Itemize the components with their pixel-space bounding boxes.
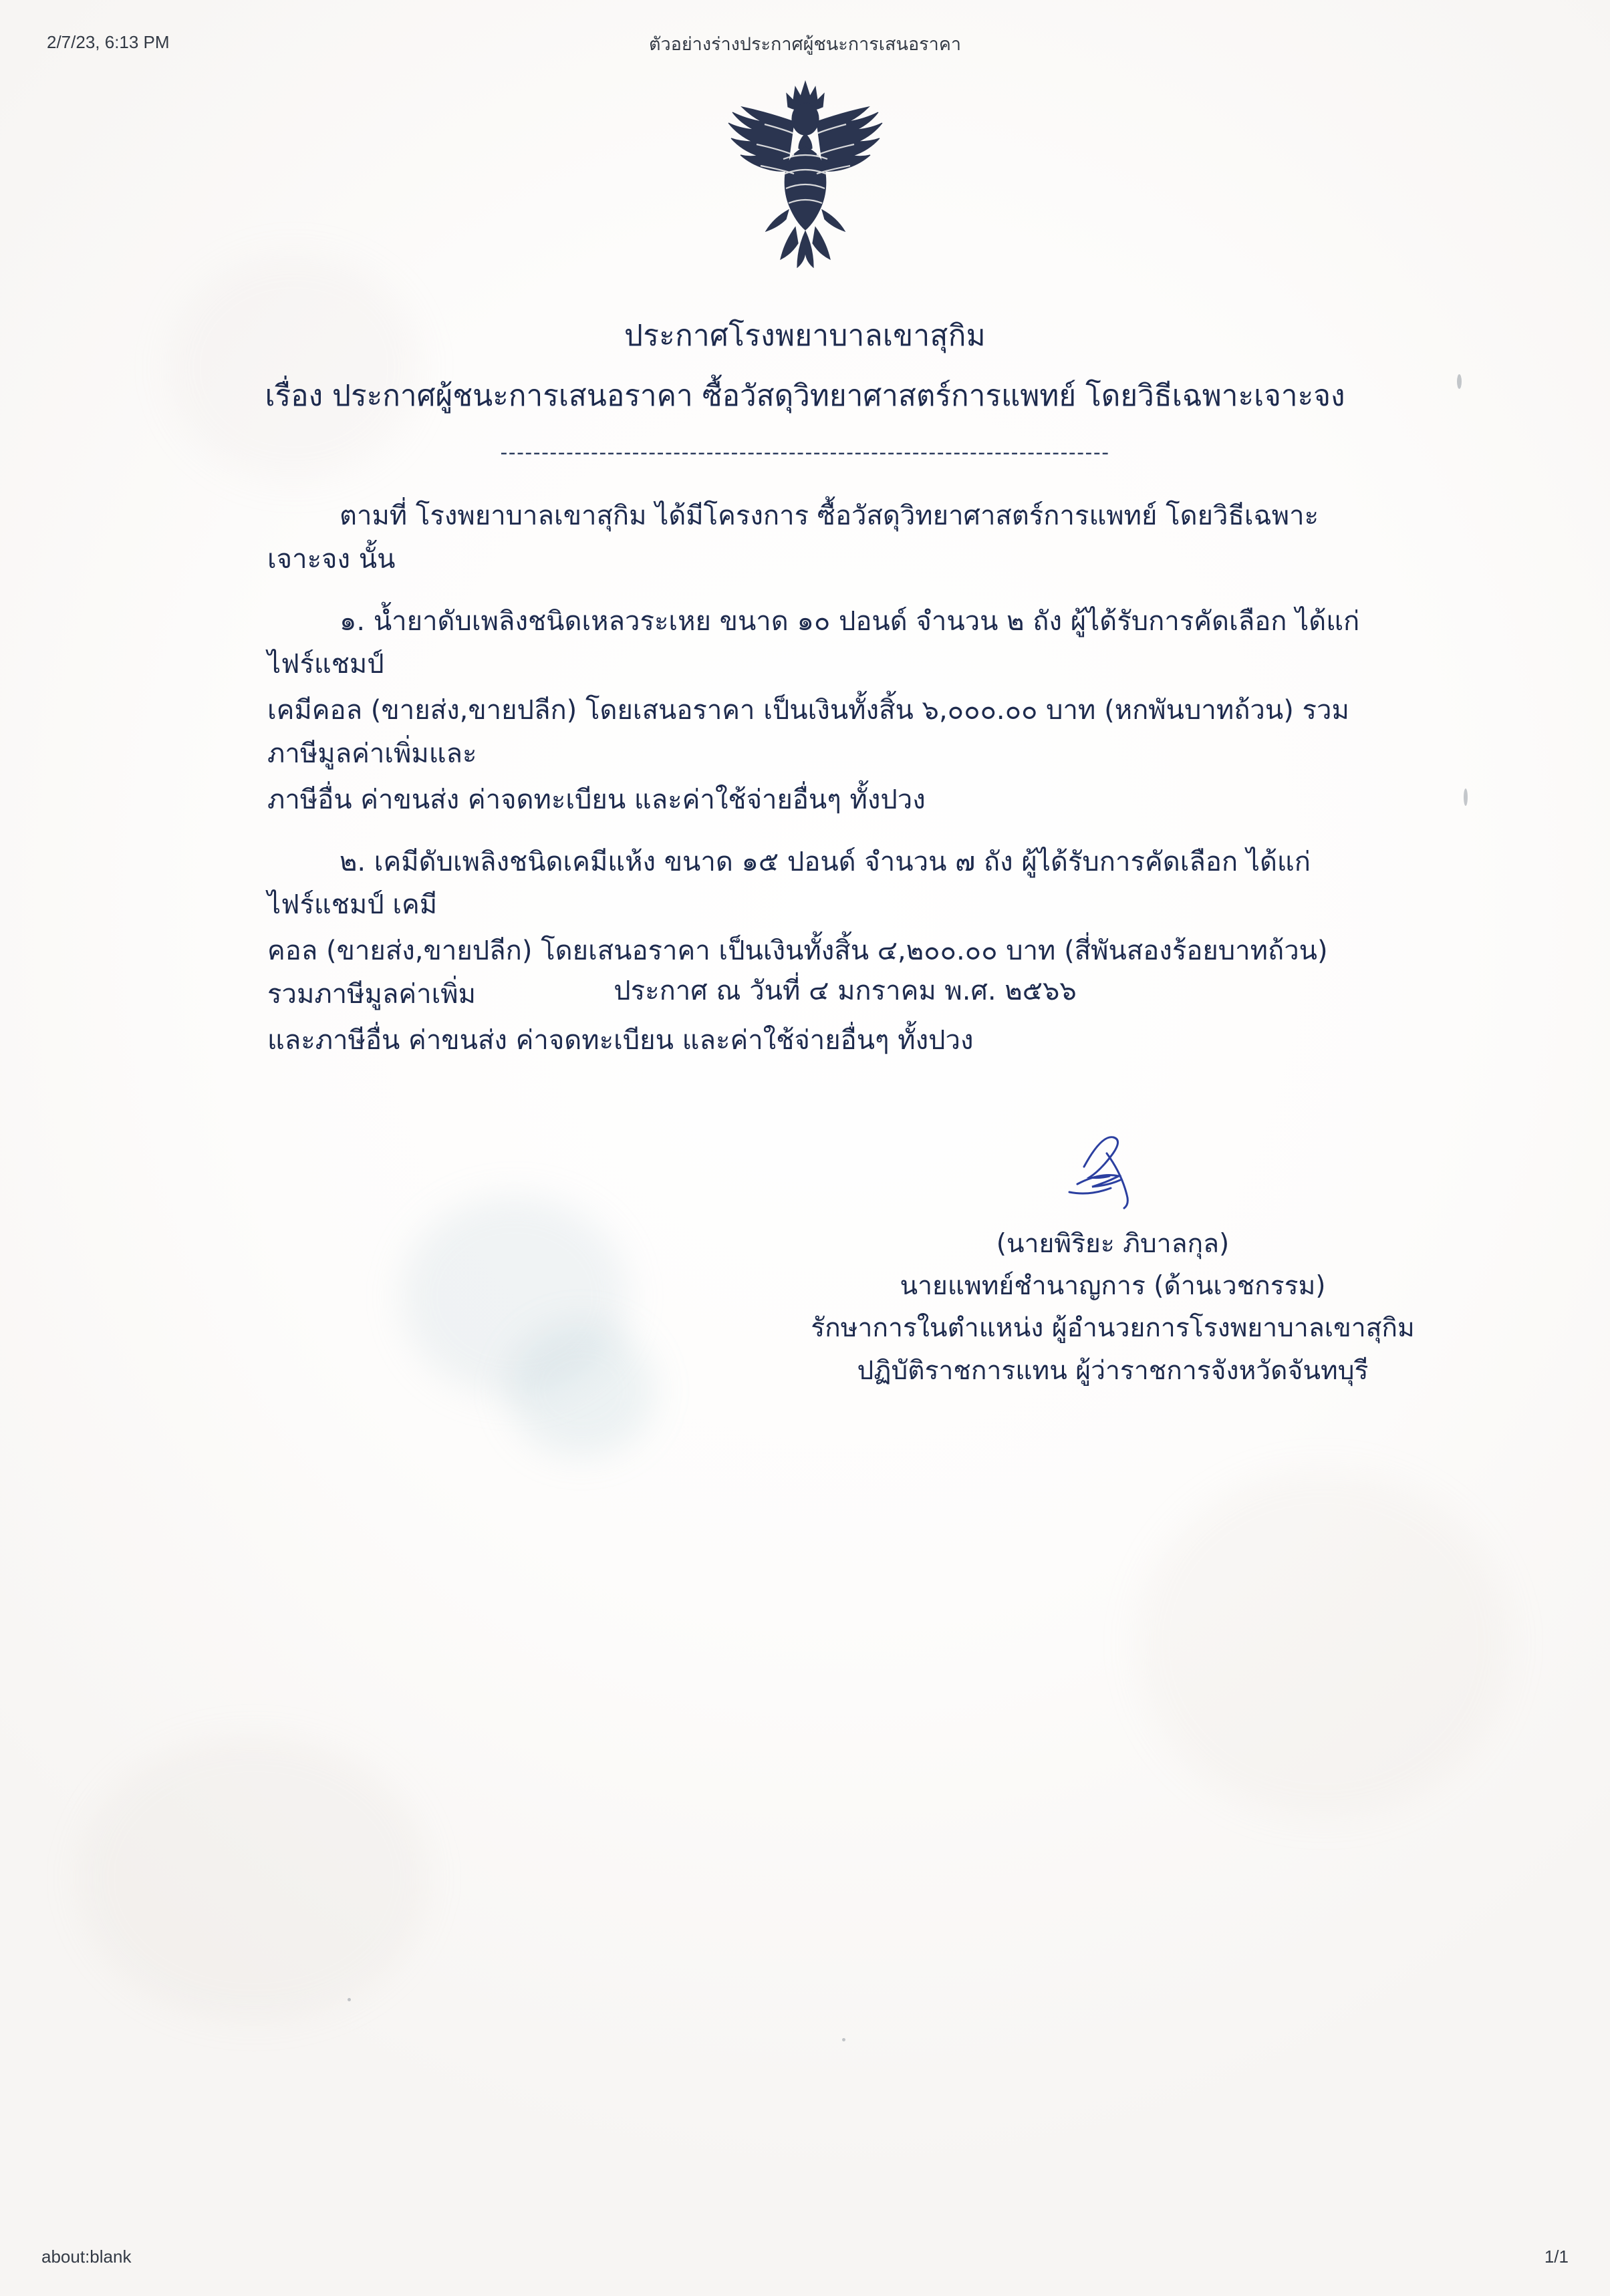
signer-on-behalf: ปฏิบัติราชการแทน ผู้ว่าราชการจังหวัดจันทบุรี — [857, 1355, 1369, 1386]
scan-artifact — [80, 1737, 428, 2018]
source-url: about:blank — [41, 2247, 132, 2267]
paragraph-item-1-line-2: เคมีคอล (ขายส่ง,ขายปลีก) โดยเสนอราคา เป็นเงินทั้งสิ้น ๖,๐๐๐.๐๐ บาท (หกพันบาทถ้วน) รวมภาษีมูลค่าเพิ่มและ — [267, 695, 1349, 769]
garuda-emblem — [695, 72, 916, 286]
signer-position: นายแพทย์ชำนาญการ (ด้านเวชกรรม) — [900, 1271, 1326, 1302]
scan-artifact — [1136, 1470, 1510, 1818]
scan-artifact — [508, 1323, 655, 1457]
scan-speck — [348, 1998, 351, 2001]
scan-speck — [1464, 788, 1468, 806]
scan-speck — [842, 2038, 845, 2041]
signature-block — [728, 1123, 1497, 1392]
print-header — [0, 32, 1610, 55]
scan-artifact — [401, 1196, 628, 1397]
print-date-time: 2/7/23, 6:13 PM — [47, 32, 170, 52]
paragraph-item-2: ๒. เคมีดับเพลิงชนิดเคมีแห้ง ขนาด ๑๕ ปอนด์ จำนวน ๗ ถัง ผู้ได้รับการคัดเลือก ได้แก่ ไฟร์แชมป์ เคมี — [267, 846, 1311, 921]
document-title: ประกาศโรงพยาบาลเขาสุกิม — [624, 319, 986, 353]
paragraph-item-2-line-2: คอล (ขายส่ง,ขายปลีก) โดยเสนอราคา เป็นเงินทั้งสิ้น ๔,๒๐๐.๐๐ บาท (สี่พันสองร้อยบาทถ้วน) รวมภาษีมูลค่าเพิ่ม — [267, 936, 1328, 1010]
signer-name: (นายพิริยะ ภิบาลกุล) — [996, 1229, 1230, 1259]
print-footer — [0, 2247, 1610, 2269]
paragraph-intro: ตามที่ โรงพยาบาลเขาสุกิม ได้มีโครงการ ซื้อวัสดุวิทยาศาสตร์การแพทย์ โดยวิธีเฉพาะเจาะจง นั้น — [267, 500, 1319, 575]
handwritten-signature — [728, 1123, 1497, 1223]
paragraph-item-2-line-3: และภาษีอื่น ค่าขนส่ง ค่าจดทะเบียน และค่าใช้จ่ายอื่นๆ ทั้งปวง — [267, 1024, 974, 1056]
page-number: 1/1 — [1544, 2247, 1569, 2267]
divider: -------------------------------------------------------------------------- — [500, 441, 1110, 464]
title-block — [0, 314, 1610, 464]
paragraph-item-1-line-3: ภาษีอื่น ค่าขนส่ง ค่าจดทะเบียน และค่าใช้จ่ายอื่นๆ ทั้งปวง — [267, 784, 926, 815]
print-page-title: ตัวอย่างร่างประกาศผู้ชนะการเสนอราคา — [648, 34, 962, 54]
signer-acting: รักษาการในตำแหน่ง ผู้อำนวยการโรงพยาบาลเขาสุกิม — [811, 1313, 1415, 1344]
document-subtitle: เรื่อง ประกาศผู้ชนะการเสนอราคา ซื้อวัสดุวิทยาศาสตร์การแพทย์ โดยวิธีเฉพาะเจาะจง — [265, 379, 1345, 413]
paragraph-item-1: ๑. น้ำยาดับเพลิงชนิดเหลวระเหย ขนาด ๑๐ ปอนด์ จำนวน ๒ ถัง ผู้ได้รับการคัดเลือก ได้แก่ ไฟร์แชมป์ — [267, 605, 1360, 680]
announcement-date: ประกาศ ณ วันที่ ๔ มกราคม พ.ศ. ๒๕๖๖ — [614, 976, 1077, 1006]
